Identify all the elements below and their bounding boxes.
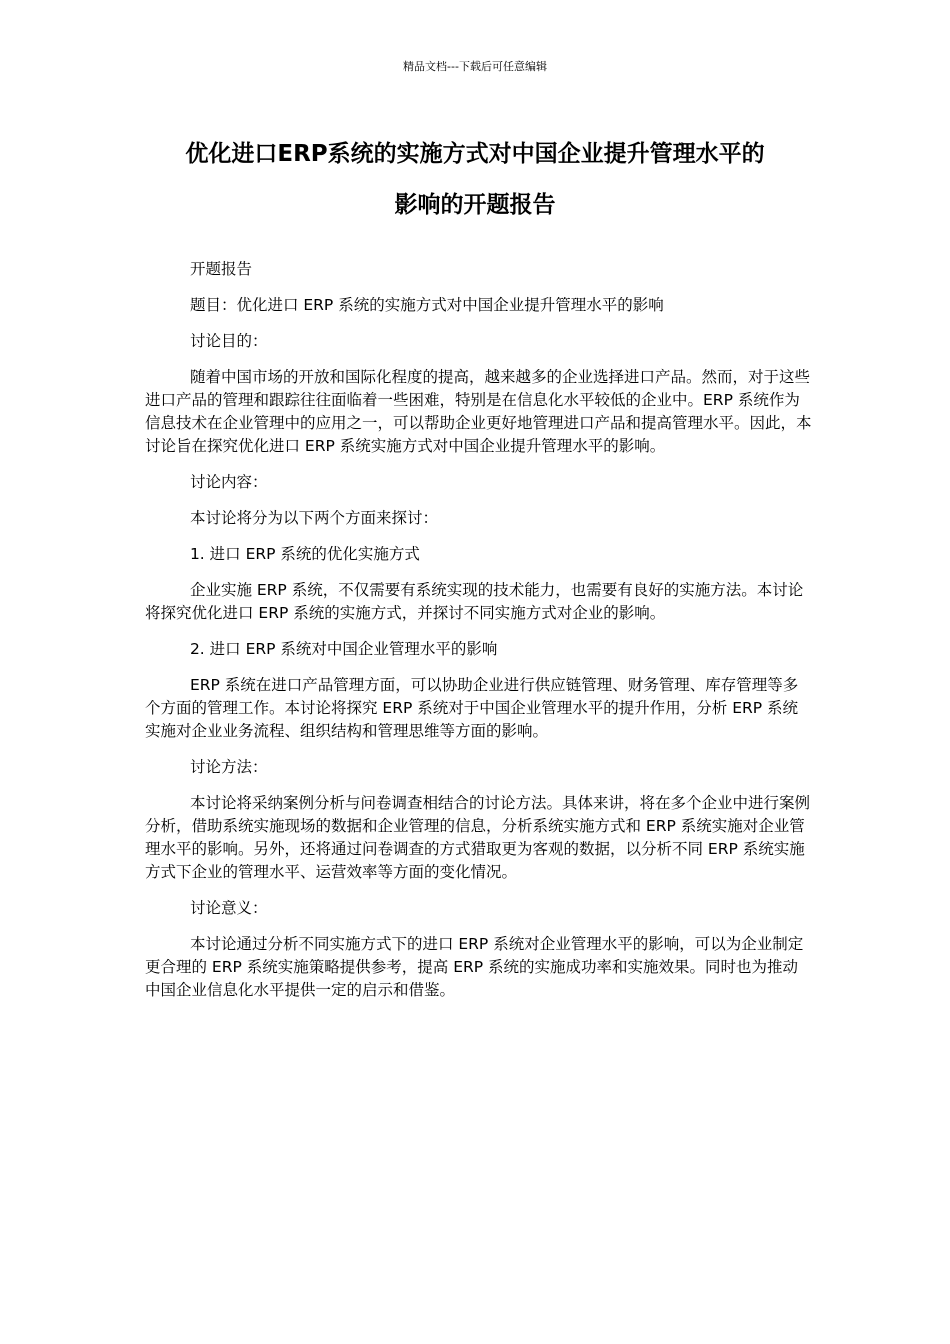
heading-method: 讨论方法： bbox=[189, 758, 268, 776]
paragraph-significance: 本讨论通过分析不同实施方式下的进口 ERP 系统对企业管理水平的影响，可以为企业制定更合理的 ERP 系统实施策略提供参考，提高 ERP 系统的实施成功率和实施效果。同时也为推动中国企业信息化水平提供一定的启示和借鉴。 bbox=[145, 935, 804, 999]
heading-significance: 讨论意义： bbox=[189, 899, 268, 917]
topic-line: 题目：优化进口 ERP 系统的实施方式对中国企业提升管理水平的影响 bbox=[189, 296, 664, 314]
paragraph-method: 本讨论将采纳案例分析与问卷调查相结合的讨论方法。具体来讲，将在多个企业中进行案例分析，借助系统实施现场的数据和企业管理的信息，分析系统实施方式和 ERP 系统实施对企业管理水平的影响。另外，还将通过问卷调查的方式猎取更为客观的数据，以分析不同 ERP 系统实施方式下企业的管理水平、运营效率等方面的变化情况。 bbox=[145, 794, 810, 881]
heading-content: 讨论内容： bbox=[189, 473, 268, 491]
list-item-2: 2. 进口 ERP 系统对中国企业管理水平的影响 bbox=[189, 640, 498, 658]
paragraph-item-2: ERP 系统在进口产品管理方面，可以协助企业进行供应链管理、财务管理、库存管理等多个方面的管理工作。本讨论将探究 ERP 系统对于中国企业管理水平的提升作用，分析 ERP 系统实施对企业业务流程、组织结构和管理思维等方面的影响。 bbox=[145, 676, 799, 740]
document-body bbox=[145, 258, 813, 1002]
heading-purpose: 讨论目的： bbox=[189, 332, 268, 350]
paragraph-purpose: 随着中国市场的开放和国际化程度的提高，越来越多的企业选择进口产品。然而，对于这些进口产品的管理和跟踪往往面临着一些困难，特别是在信息化水平较低的企业中。ERP 系统作为信息技术在企业管理中的应用之一，可以帮助企业更好地管理进口产品和提高管理水平。因此，本讨论旨在探究优化进口 ERP 系统实施方式对中国企业提升管理水平的影响。 bbox=[145, 368, 812, 455]
header-note: 精品文档---下载后可任意编辑 bbox=[403, 60, 547, 73]
list-item-1: 1. 进口 ERP 系统的优化实施方式 bbox=[189, 545, 420, 563]
paragraph-content-intro: 本讨论将分为以下两个方面来探讨： bbox=[189, 509, 438, 527]
section-label-report: 开题报告 bbox=[189, 260, 252, 278]
document-title-line-2: 影响的开题报告 bbox=[394, 192, 556, 218]
document-title-line-1: 优化进口ERP系统的实施方式对中国企业提升管理水平的 bbox=[185, 141, 765, 167]
paragraph-item-1: 企业实施 ERP 系统，不仅需要有系统实现的技术能力，也需要有良好的实施方法。本讨论将探究优化进口 ERP 系统的实施方式，并探讨不同实施方式对企业的影响。 bbox=[145, 581, 804, 622]
